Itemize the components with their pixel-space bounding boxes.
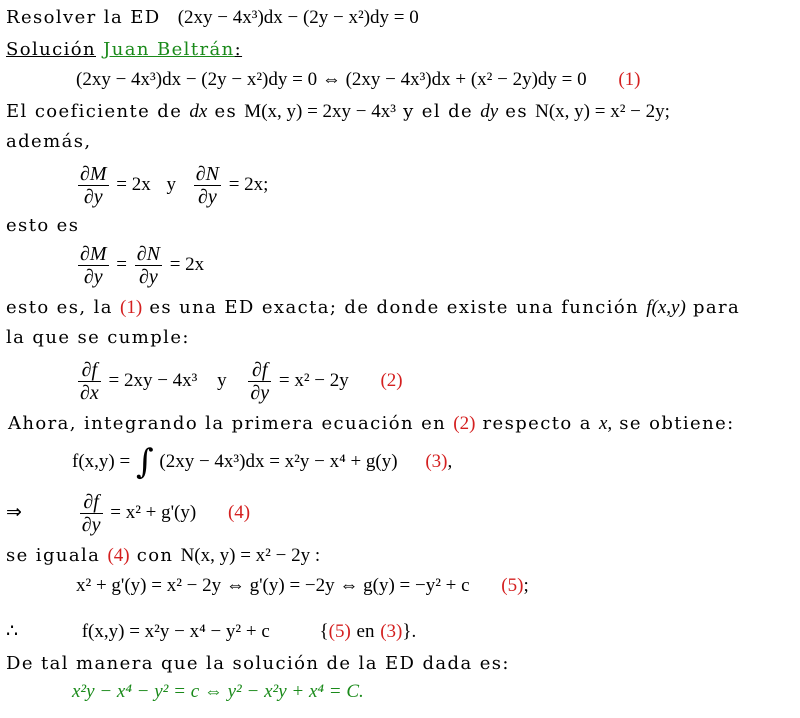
coefficient-M: M(x, y) = 2xy − 4x³ — [244, 101, 396, 122]
equation-1-ref: (1) — [618, 69, 641, 90]
problem-equation: (2xy − 4x³)dx − (2y − x²)dy = 0 — [177, 7, 419, 28]
problem-statement — [6, 6, 419, 30]
g-solution-ref: (5) — [501, 575, 524, 596]
result-line — [6, 620, 416, 644]
exact-ref-1: (1) — [120, 297, 143, 318]
integrating-ref: (2) — [453, 413, 476, 434]
fraction-df-dy-3: $\frac{\partial f}{\partial y}$ — [81, 490, 101, 536]
g-solution-tail: ; — [523, 575, 529, 596]
integral-rhs: (2xy − 4x³)dx = x²y − x⁴ + g(y) — [159, 451, 398, 472]
integrating-text-3: se obtiene: — [619, 413, 735, 434]
fraction-dN-dy-2: $\frac{\partial N}{\partial y}$ — [136, 242, 160, 288]
equation-1-body: (2xy − 4x³)dx − (2y − x²)dy = 0 ⇔ (2xy − 4x³)dx + (x² − 2y)dy = 0 — [76, 69, 587, 90]
system-conjunction: y — [217, 370, 227, 391]
equate-ref: (4) — [107, 545, 130, 566]
final-answer — [72, 680, 364, 704]
partial-eq-2: = 2x; — [228, 174, 269, 195]
derivative-line — [6, 488, 250, 538]
cumple-line: la que se cumple: — [6, 327, 190, 348]
function-fxy: f(x,y) — [646, 297, 686, 318]
brace-close: }. — [402, 621, 417, 642]
system-eq-2: = x² − 2y — [278, 370, 349, 391]
solution-label: Solución — [6, 39, 96, 60]
fraction-df-dx: $\frac{\partial f}{\partial x}$ — [80, 358, 99, 404]
system-ref: (2) — [380, 370, 403, 391]
author-name: Juan Beltrán — [103, 39, 235, 60]
integral-sign-icon: ∫ — [135, 442, 154, 482]
coefficient-text-1: El coeficiente de — [6, 101, 183, 122]
conjunction-y: y — [166, 174, 176, 195]
esto-es-line: esto es — [6, 215, 80, 236]
integrating-line — [8, 412, 735, 436]
result-eq: f(x,y) = x²y − x⁴ − y² + c — [81, 621, 270, 642]
integral-line — [72, 442, 453, 482]
exactness-line — [76, 240, 204, 290]
conclusion-line: De tal manera que la solución de la ED dada es: — [6, 653, 510, 674]
ademas-line: además, — [6, 131, 92, 152]
coefficient-N: N(x, y) = x² − 2y; — [535, 101, 670, 122]
integrating-text-2: respecto a — [482, 413, 592, 434]
final-answer-eq: x²y − x⁴ − y² = c ⇔ y² − x²y + x⁴ = C. — [72, 681, 364, 702]
exact-text-3: para — [692, 297, 741, 318]
fraction-dM-dy: $\frac{\partial M}{\partial y}$ — [80, 162, 107, 208]
integral-lhs: f(x,y) = — [72, 451, 131, 472]
coefficient-text-2: es — [214, 101, 238, 122]
result-ref-1: (5) — [328, 621, 351, 642]
system-eq-1: = 2xy − 4x³ — [108, 370, 198, 391]
derivative-ref: (4) — [227, 502, 251, 523]
coefficient-dy: dy — [480, 101, 499, 122]
equate-text-1: se iguala — [6, 545, 101, 566]
result-ref-2: (3) — [380, 621, 403, 642]
coefficient-text-4: es — [505, 101, 528, 122]
equate-text-2: con — [136, 545, 174, 566]
g-solution-line — [76, 574, 529, 598]
system-line — [76, 356, 403, 406]
partials-line — [76, 160, 268, 210]
exact-text-1: esto es, la — [6, 297, 113, 318]
implies-icon: ⇒ — [6, 502, 22, 523]
exact-text-2: es una ED exacta; de donde existe una función — [149, 297, 640, 318]
integrating-var: x, — [598, 413, 613, 434]
fraction-dN-dy: $\frac{\partial N}{\partial y}$ — [195, 162, 219, 208]
equals-sign: = — [116, 254, 127, 275]
coefficient-dx: dx — [189, 101, 208, 122]
derivative-eq: = x² + g'(y) — [110, 502, 197, 523]
coefficient-text-3: y el de — [403, 101, 474, 122]
g-solution-eq: x² + g'(y) = x² − 2y ⇔ g'(y) = −2y ⇔ g(y) = −y² + c — [76, 575, 470, 596]
result-en: en — [356, 621, 375, 642]
equate-N: N(x, y) = x² − 2y : — [180, 545, 321, 566]
exact-statement — [6, 296, 740, 320]
equation-1 — [76, 68, 641, 92]
integrating-text-1: Ahora, integrando la primera ecuación en — [8, 413, 447, 434]
therefore-icon: ∴ — [6, 621, 19, 642]
fraction-df-dy: $\frac{\partial f}{\partial y}$ — [250, 358, 270, 404]
partial-eq-1: = 2x — [116, 174, 151, 195]
exactness-value: = 2x — [169, 254, 205, 275]
equate-line — [6, 544, 320, 568]
problem-text: Resolver la ED — [6, 7, 161, 28]
solution-colon: : — [234, 39, 243, 60]
integral-tail: , — [447, 451, 453, 472]
coefficients-line — [6, 100, 670, 124]
integral-ref: (3) — [425, 451, 448, 472]
solution-heading — [6, 38, 242, 62]
fraction-dM-dy-2: $\frac{\partial M}{\partial y}$ — [80, 242, 107, 288]
brace-open: { — [319, 621, 329, 642]
